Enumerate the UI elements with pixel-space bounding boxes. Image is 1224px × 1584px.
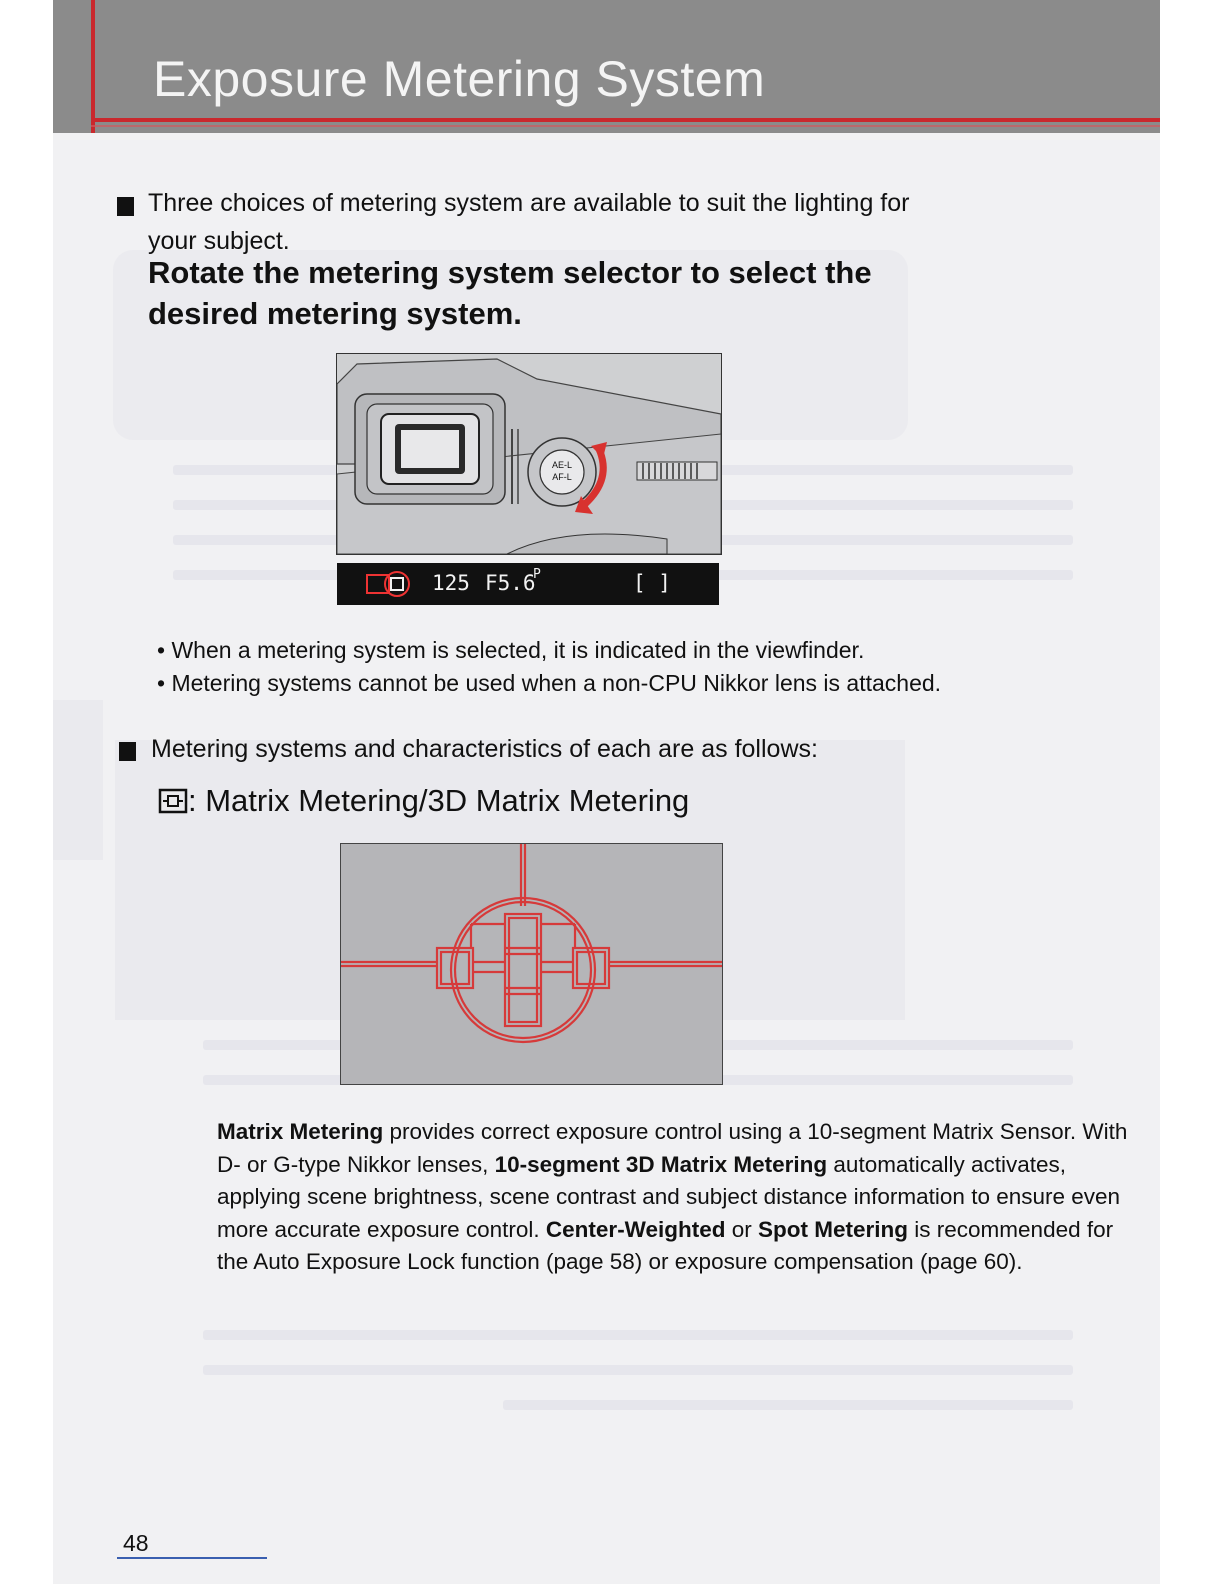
- matrix-description: [217, 1116, 1137, 1279]
- page-number-underline: [117, 1557, 267, 1559]
- note-2: • Metering systems cannot be used when a non-CPU Nikkor lens is attached.: [157, 670, 942, 696]
- matrix-text-part-2: automatically activates, applying scene brightness, scene contrast and subject distance information to ensure even more accurate exposure control.: [217, 1151, 1121, 1242]
- term-spot-metering: Spot Metering: [758, 1216, 909, 1242]
- page-number: 48: [123, 1530, 149, 1556]
- term-center-weighted: Center-Weighted: [545, 1216, 726, 1242]
- systems-intro: Metering systems and characteristics of each are as follows:: [151, 735, 818, 763]
- viewfinder-display: [337, 563, 719, 605]
- matrix-text-part-1: provides correct exposure control using a 10-segment Matrix Sensor. With D- or G-type Nikkor lenses,: [217, 1119, 1128, 1177]
- matrix-segments-drawing: [341, 844, 722, 1084]
- note-2-text: Metering systems cannot be used when a non-CPU Nikkor lens is attached.: [171, 670, 942, 696]
- instruction-line-1: Rotate the metering system selector to select the: [148, 255, 872, 290]
- matrix-heading: [158, 780, 689, 821]
- header-accent-vertical: [91, 0, 95, 133]
- term-matrix-metering: Matrix Metering: [217, 1119, 384, 1144]
- svg-text:AE-L: AE-L: [551, 460, 573, 470]
- camera-selector-illustration: [336, 353, 722, 555]
- viewfinder-shutter-speed: 125: [432, 571, 470, 595]
- section-bullet: [117, 197, 134, 216]
- matrix-metering-diagram: [340, 843, 723, 1085]
- viewfinder-aperture: F5.6: [485, 571, 536, 595]
- viewfinder-mode: P: [533, 567, 541, 582]
- viewfinder-metering-icon: [365, 569, 415, 599]
- intro-line-2: your subject.: [148, 227, 290, 255]
- matrix-text-part-3: or: [725, 1216, 759, 1242]
- page-title: Exposure Metering System: [153, 51, 766, 107]
- viewfinder-right-indicator: [ ]: [633, 571, 671, 595]
- svg-text:AF-L: AF-L: [552, 472, 572, 482]
- matrix-text-part-4: is recommended for the Auto Exposure Lock function (page 58) or exposure compensation (page 60).: [217, 1216, 1114, 1275]
- note-1: • When a metering system is selected, it is indicated in the viewfinder.: [157, 637, 865, 663]
- camera-body-drawing: [337, 354, 721, 554]
- section-bullet: [119, 742, 136, 761]
- header-accent-horizontal: [91, 118, 1160, 122]
- note-1-text: When a metering system is selected, it is indicated in the viewfinder.: [171, 637, 865, 663]
- header-accent-horizontal-thin: [91, 125, 1160, 127]
- intro-line-1: Three choices of metering system are available to suit the lighting for: [148, 189, 910, 217]
- matrix-heading-text: : Matrix Metering/3D Matrix Metering: [188, 783, 690, 818]
- matrix-metering-icon: [158, 788, 188, 814]
- term-3d-matrix-metering: 10-segment 3D Matrix Metering: [494, 1151, 828, 1177]
- page-header: [53, 0, 1160, 133]
- instruction-line-2: desired metering system.: [148, 296, 522, 331]
